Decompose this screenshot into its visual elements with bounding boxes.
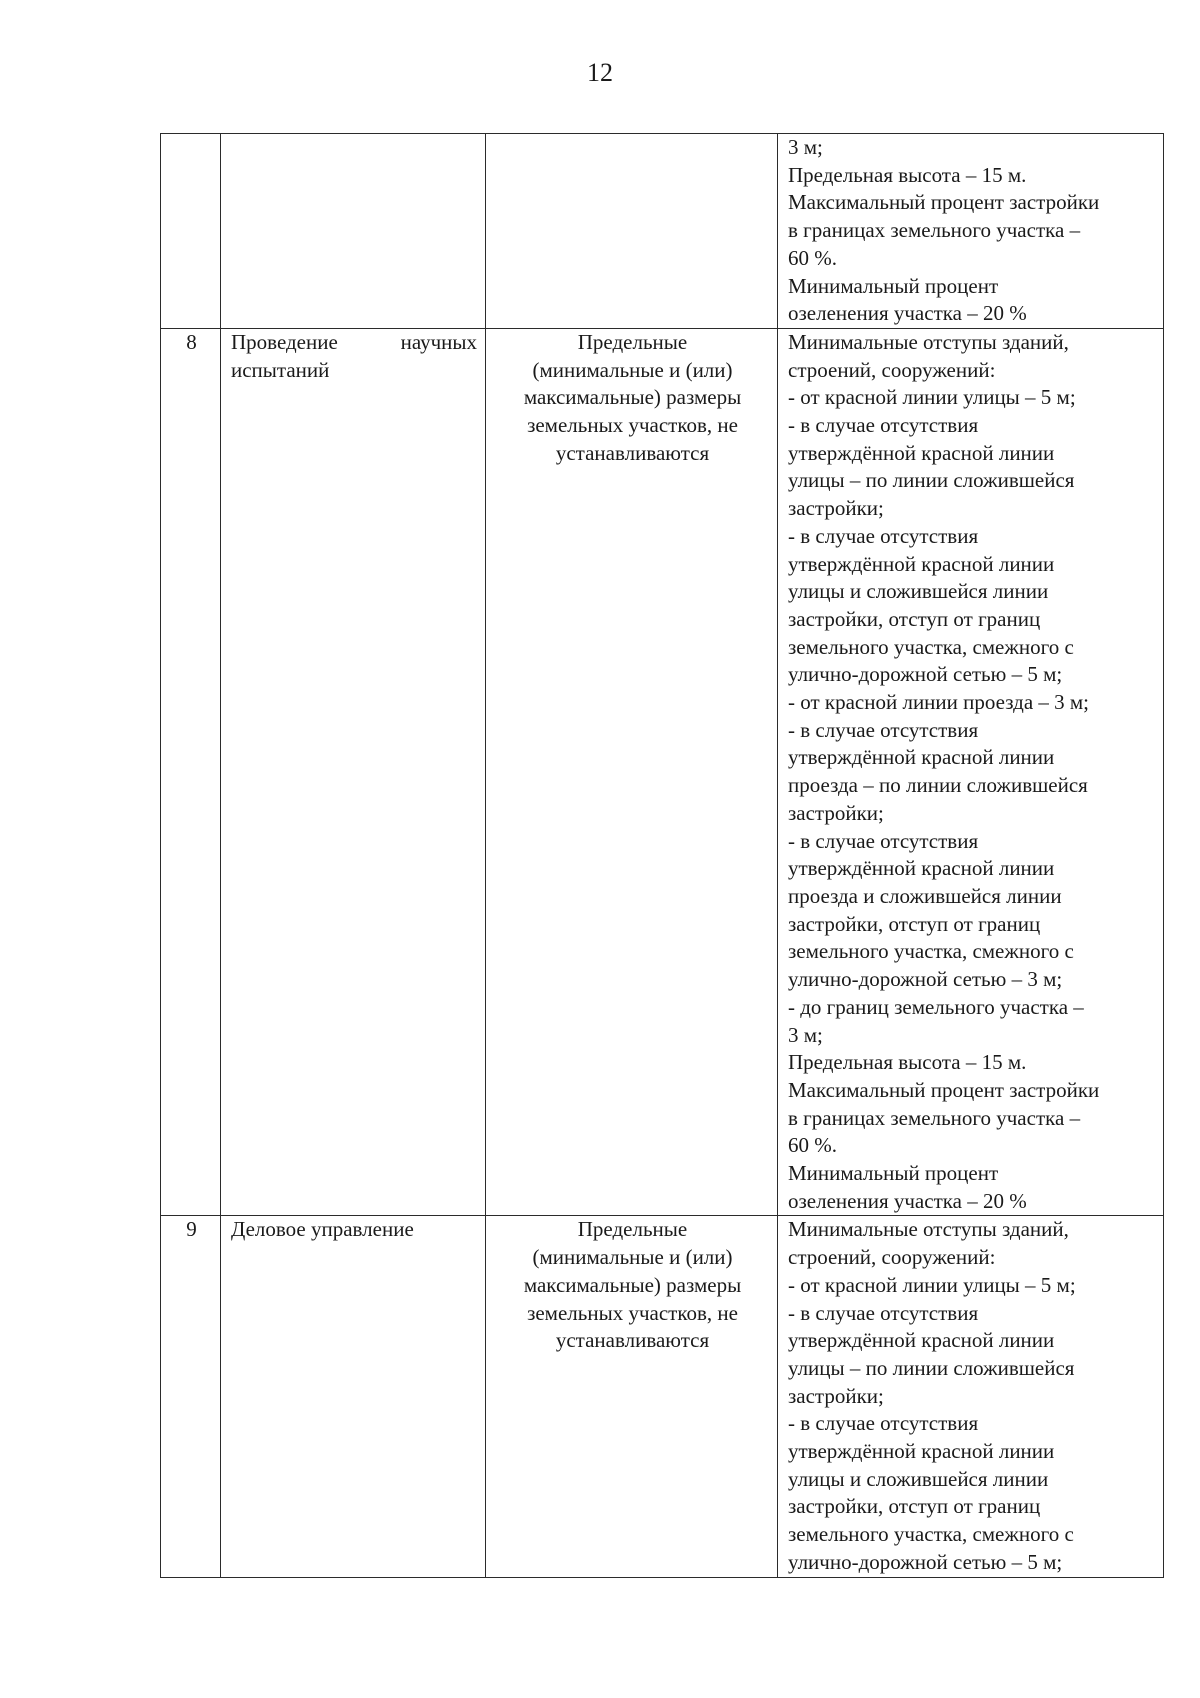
params-line: - от красной линии проезда – 3 м; [788, 690, 1090, 715]
size-line: Предельные [577, 329, 688, 354]
params-line: - от красной линии улицы – 5 м; [788, 1272, 1076, 1297]
params-line: улицы и сложившейся линии [788, 1466, 1049, 1491]
params-line: Минимальный процент [788, 1161, 999, 1186]
use-type-line [231, 329, 477, 357]
params-line: застройки, отступ от границ [788, 1494, 1041, 1519]
params-line: 3 м; [788, 135, 823, 159]
params-line: Максимальный процент застройки [788, 1077, 1100, 1102]
params-line: застройки; [788, 800, 884, 825]
zoning-parameters-table [160, 133, 1164, 1578]
params-line: земельного участка, смежного с [788, 1522, 1074, 1547]
params-line: Предельная высота – 15 м. [788, 162, 1027, 187]
params-line: утверждённой красной линии [788, 440, 1055, 465]
params-line: улицы – по линии сложившейся [788, 1355, 1075, 1380]
use-type-line: Деловое управление [231, 1217, 414, 1242]
params-line: 3 м; [788, 1022, 823, 1047]
params-line: строений, сооружений: [788, 357, 996, 382]
params-line: земельного участка, смежного с [788, 939, 1074, 964]
params-line: озеленения участка – 20 % [788, 301, 1027, 326]
params-line: - в случае отсутствия [788, 828, 979, 853]
row-number-cell: 9 [161, 1216, 221, 1577]
params-line: улицы и сложившейся линии [788, 579, 1049, 604]
size-line: устанавливаются [555, 1328, 710, 1353]
params-line: 60 %. [788, 1133, 837, 1158]
size-line: земельных участков, не [527, 413, 738, 438]
params-line: земельного участка, смежного с [788, 634, 1074, 659]
row-number-cell: 8 [161, 328, 221, 1216]
params-line: - в случае отсутствия [788, 717, 979, 742]
size-line: максимальные) размеры [523, 385, 742, 410]
params-line: - в случае отсутствия [788, 1300, 979, 1325]
params-line: утверждённой красной линии [788, 856, 1055, 881]
params-line: Максимальный процент застройки [788, 190, 1100, 215]
size-line: (минимальные и (или) [532, 1245, 733, 1270]
construction-params-cell [778, 134, 1164, 329]
table-row [161, 1216, 1164, 1577]
size-line: устанавливаются [555, 440, 710, 465]
row-number-cell [161, 134, 221, 329]
plot-size-cell [486, 1216, 778, 1577]
params-line: Минимальные отступы зданий, [788, 1217, 1069, 1242]
params-line: - в случае отсутствия [788, 413, 979, 438]
use-type-cell [221, 328, 486, 1216]
size-line: земельных участков, не [527, 1300, 738, 1325]
size-line: максимальные) размеры [523, 1272, 742, 1297]
params-line: Минимальный процент [788, 273, 999, 298]
use-type-cell [221, 134, 486, 329]
params-line: утверждённой красной линии [788, 1328, 1055, 1353]
params-line: улично-дорожной сетью – 5 м; [788, 1549, 1063, 1574]
construction-params-cell [778, 1216, 1164, 1577]
params-line: улично-дорожной сетью – 5 м; [788, 662, 1063, 687]
params-line: строений, сооружений: [788, 1245, 996, 1270]
size-line: (минимальные и (или) [532, 357, 733, 382]
params-line: - в случае отсутствия [788, 1411, 979, 1436]
use-type-cell [221, 1216, 486, 1577]
page-number: 12 [587, 58, 613, 87]
params-line: Предельная высота – 15 м. [788, 1050, 1027, 1075]
params-line: утверждённой красной линии [788, 1439, 1055, 1464]
params-line: утверждённой красной линии [788, 745, 1055, 770]
params-line: улицы – по линии сложившейся [788, 468, 1075, 493]
plot-size-cell [486, 134, 778, 329]
params-line: в границах земельного участка – [788, 218, 1081, 243]
params-line: в границах земельного участка – [788, 1105, 1081, 1130]
params-line: - от красной линии улицы – 5 м; [788, 385, 1076, 410]
params-line: озеленения участка – 20 % [788, 1188, 1027, 1213]
params-line: 60 %. [788, 245, 837, 270]
params-line: - до границ земельного участка – [788, 994, 1084, 1019]
params-line: застройки; [788, 496, 884, 521]
params-line: утверждённой красной линии [788, 551, 1055, 576]
use-type-line: испытаний [231, 357, 330, 382]
params-line: проезда – по линии сложившейся [788, 773, 1088, 798]
params-line: застройки, отступ от границ [788, 911, 1041, 936]
params-line: Минимальные отступы зданий, [788, 329, 1069, 354]
table-row [161, 328, 1164, 1216]
size-line: Предельные [577, 1217, 688, 1242]
use-type-word: научных [400, 329, 477, 354]
use-type-word: Проведение [231, 329, 338, 354]
construction-params-cell [778, 328, 1164, 1216]
params-line: улично-дорожной сетью – 3 м; [788, 967, 1063, 992]
params-line: проезда и сложившейся линии [788, 883, 1062, 908]
table-row [161, 134, 1164, 329]
params-line: застройки, отступ от границ [788, 606, 1041, 631]
plot-size-cell [486, 328, 778, 1216]
params-line: застройки; [788, 1383, 884, 1408]
params-line: - в случае отсутствия [788, 523, 979, 548]
